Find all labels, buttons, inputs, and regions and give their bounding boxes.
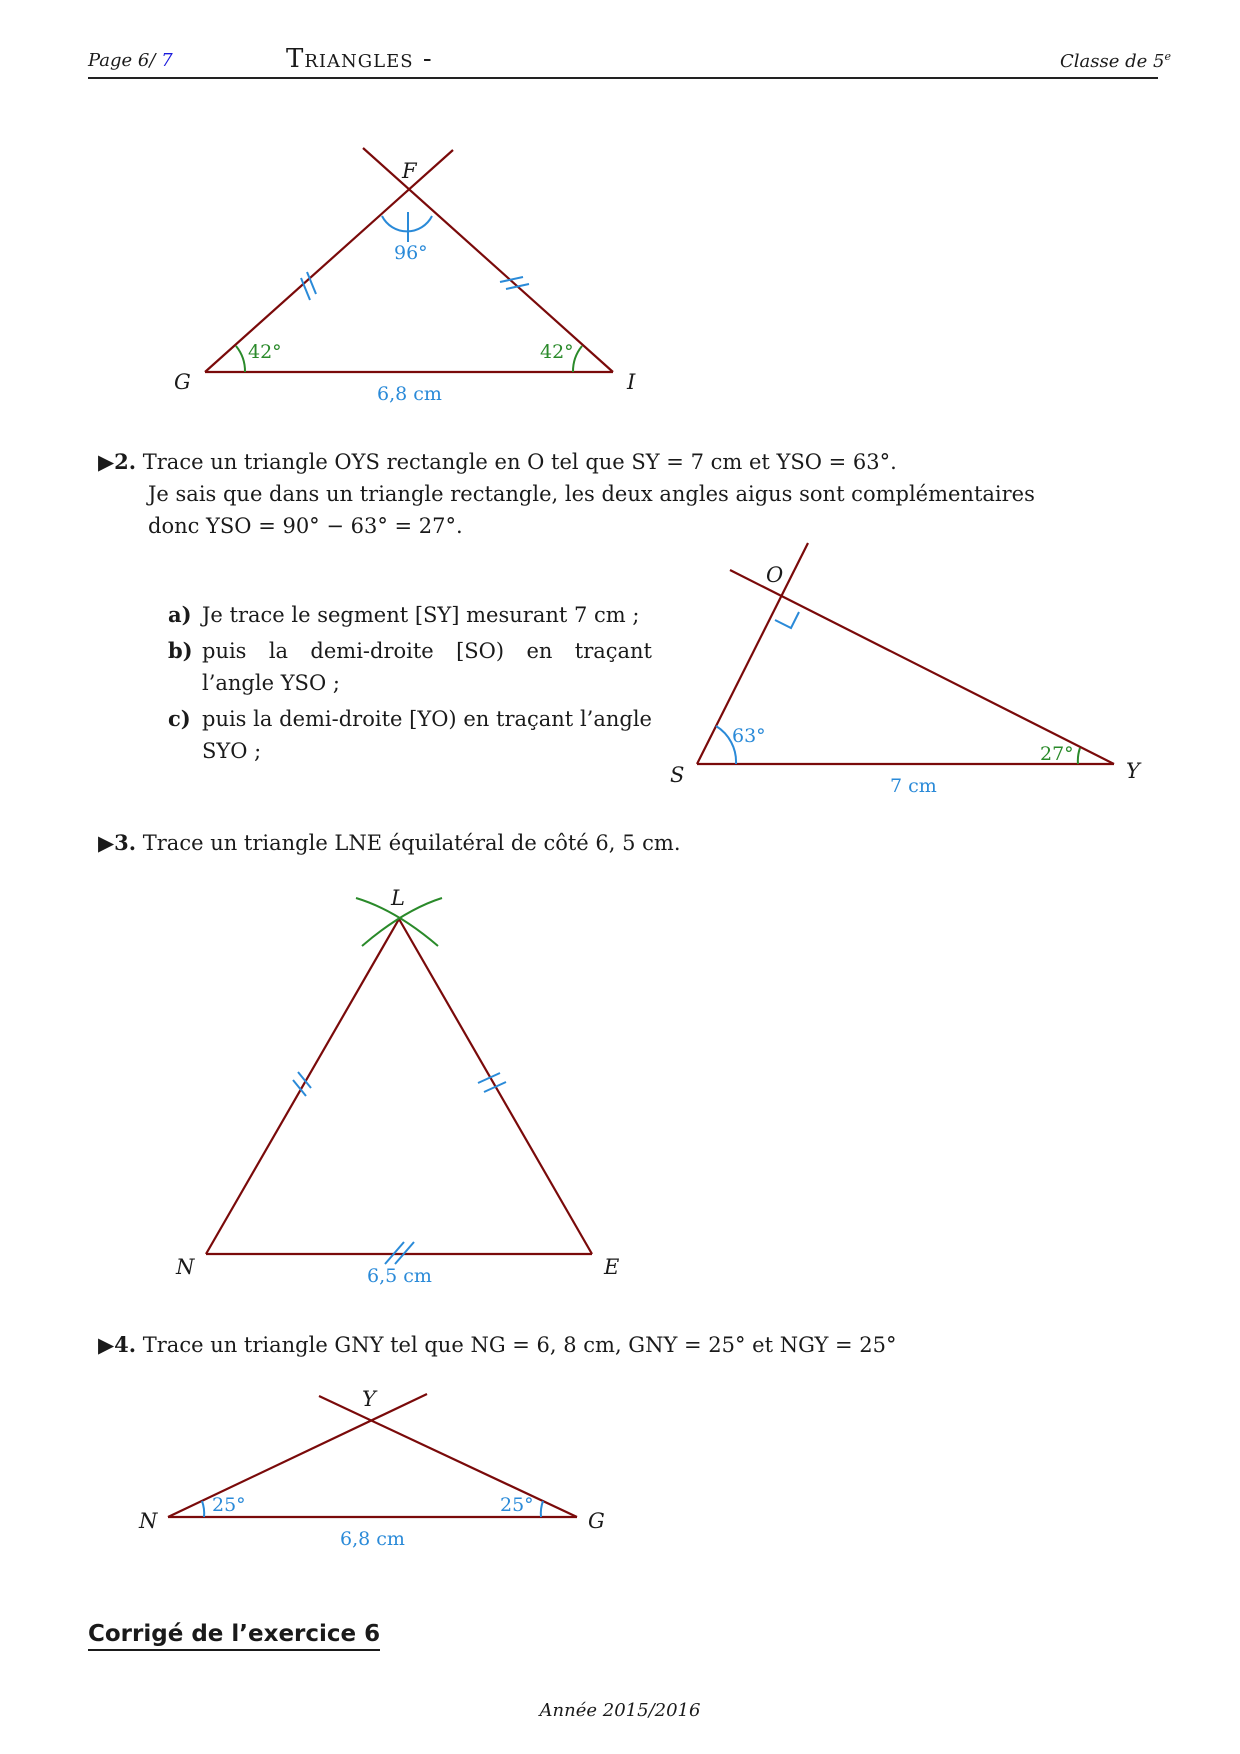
exercise-2-line-1	[98, 446, 1098, 478]
document-title: Triangles -	[286, 44, 433, 74]
ray-gy	[319, 1396, 577, 1517]
exercise-3-number: ▶3.	[98, 830, 137, 855]
arc-angle-g	[236, 346, 245, 372]
step-c	[168, 703, 652, 767]
vertex-y-label: Y	[362, 1387, 376, 1411]
exercise-2-line-2: Je sais que dans un triangle rectangle, les deux angles aigus sont complémentaires	[148, 482, 1035, 506]
exercise-3-statement: Trace un triangle LNE équilatéral de côté 6, 5 cm.	[142, 831, 681, 855]
side-gi-label: 6,8 cm	[377, 383, 442, 405]
page-total-link[interactable]: 7	[161, 50, 173, 71]
side-ng-label: 6,8 cm	[340, 1528, 405, 1550]
class-label-sup: e	[1164, 50, 1171, 63]
equal-mark-if-2	[506, 284, 529, 289]
exercise-4-number: ▶4.	[98, 1332, 137, 1357]
side-sy-label: 7 cm	[890, 775, 937, 797]
exercise-2-number: ▶2.	[98, 449, 137, 474]
step-b-label: b)	[168, 638, 193, 663]
vertex-y-label: Y	[1126, 759, 1140, 783]
step-c-text: puis la demi-droite [YO) en traçant l’angle SYO ;	[202, 707, 652, 763]
vertex-f-label: F	[402, 159, 417, 183]
angle-g-label: 42°	[248, 341, 282, 363]
exercise-2-line-3: donc YSO = 90° − 63° = 27°.	[148, 514, 463, 538]
arc-angle-i	[573, 346, 582, 372]
exercise-2-statement: Trace un triangle OYS rectangle en O tel que SY = 7 cm et YSO = 63°.	[142, 450, 897, 474]
vertex-i-label: I	[627, 370, 636, 394]
figure-triangle-oys	[670, 543, 1142, 797]
section-title: Corrigé de l’exercice 6	[88, 1621, 380, 1651]
vertex-s-label: S	[670, 763, 685, 787]
exercise-4-statement: Trace un triangle GNY tel que NG = 6, 8 cm, GNY = 25° et NGY = 25°	[142, 1333, 897, 1357]
figure-triangle-fgi	[174, 148, 636, 405]
angle-y-label: 27°	[1040, 743, 1074, 765]
ray-yo	[730, 570, 1114, 764]
exercise-2	[98, 446, 1098, 542]
arc-angle-g	[541, 1501, 543, 1517]
step-a-text: Je trace le segment [SY] mesurant 7 cm ;	[202, 603, 640, 627]
step-c-label: c)	[168, 706, 191, 731]
exercise-2-steps	[168, 599, 652, 767]
angle-g-label: 25°	[500, 1494, 534, 1516]
arc-angle-n	[202, 1501, 204, 1517]
right-angle-mark-o	[775, 612, 799, 628]
angle-f-label: 96°	[394, 242, 428, 264]
angle-s-label: 63°	[732, 725, 766, 747]
step-b	[168, 635, 652, 699]
vertex-n-label: N	[139, 1509, 158, 1533]
step-a	[168, 599, 652, 631]
vertex-g-label: G	[588, 1509, 605, 1533]
figure-triangle-gny	[138, 1387, 605, 1550]
footer-year: Année 2015/2016	[539, 1700, 701, 1721]
vertex-l-label: L	[391, 886, 405, 910]
side-nl	[206, 919, 399, 1254]
vertex-n-label: N	[176, 1255, 195, 1279]
angle-i-label: 42°	[540, 341, 574, 363]
step-b-text: puis la demi-droite [SO) en traçant l’angle YSO ;	[202, 639, 652, 695]
angle-n-label: 25°	[212, 1494, 246, 1516]
vertex-e-label: E	[604, 1255, 620, 1279]
arc-angle-y	[1078, 748, 1080, 764]
ray-ny	[168, 1394, 427, 1517]
page-number-label: Page 6/	[88, 50, 156, 71]
exercise-3	[98, 827, 1098, 859]
step-a-label: a)	[168, 602, 192, 627]
vertex-o-label: O	[766, 563, 784, 587]
class-label-text: Classe de 5	[1060, 51, 1165, 72]
figure-triangle-lne	[175, 886, 619, 1287]
vertex-g-label: G	[174, 370, 191, 394]
exercise-4	[98, 1329, 1098, 1361]
side-ne-label: 6,5 cm	[367, 1265, 432, 1287]
